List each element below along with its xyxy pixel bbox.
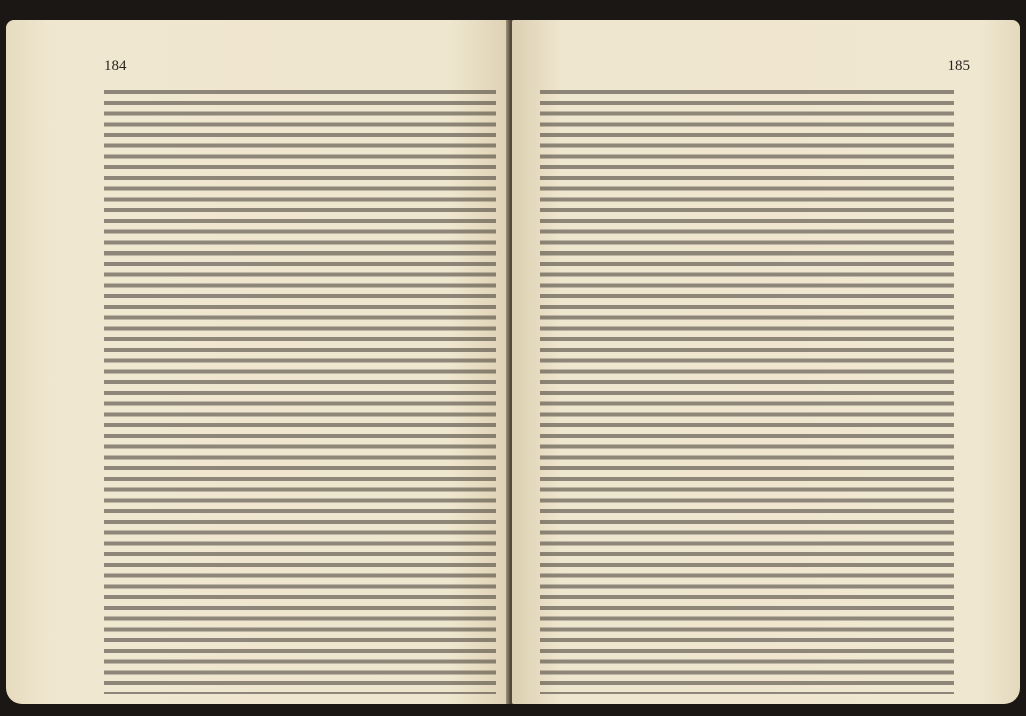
left-page-number: 184 [104, 58, 127, 74]
right-page-text-lines [540, 90, 954, 694]
right-page-text-block [540, 90, 954, 694]
left-page-text-lines [104, 90, 496, 694]
left-page [6, 20, 510, 704]
right-page [512, 20, 1020, 704]
right-page-number: 185 [947, 58, 970, 74]
left-page-text-block [104, 90, 496, 694]
